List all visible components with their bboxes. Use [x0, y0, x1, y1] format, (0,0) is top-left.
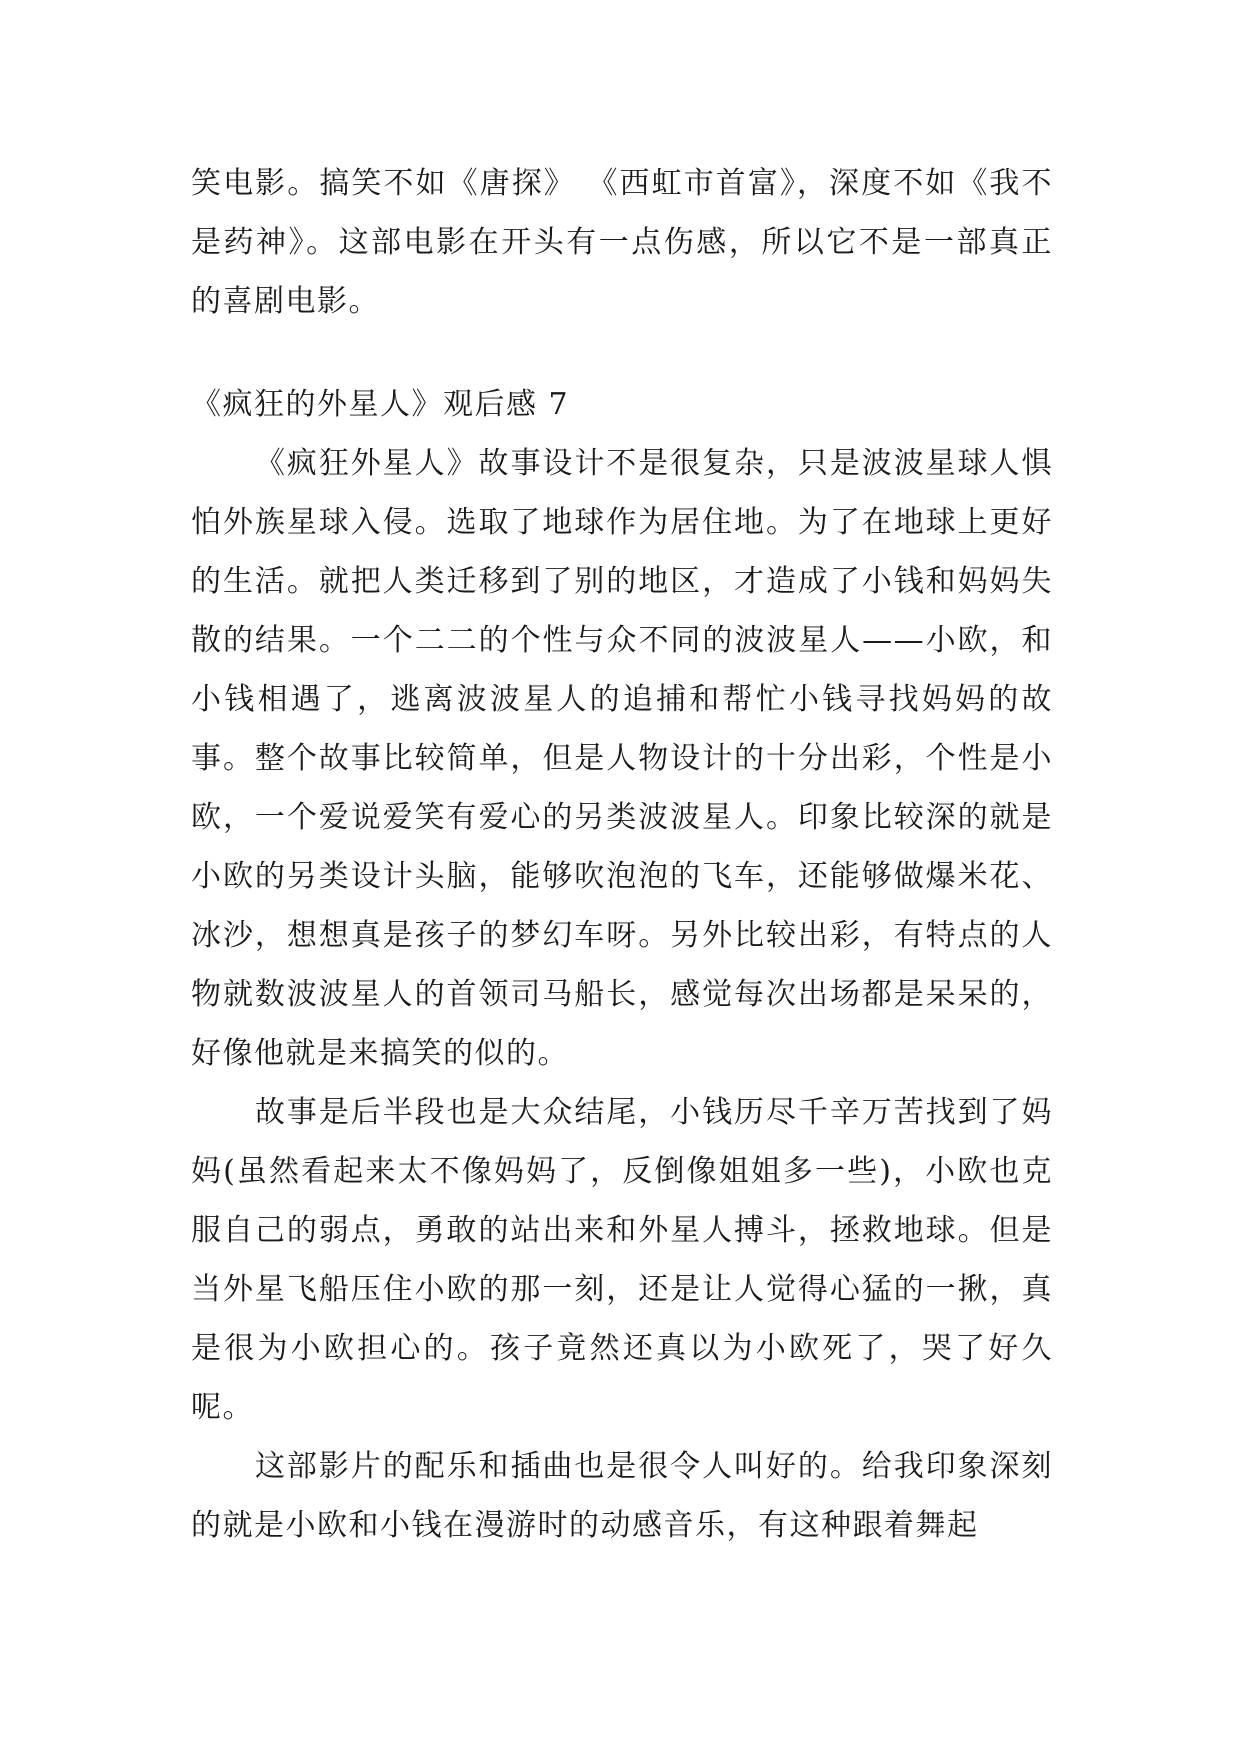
continuation-paragraph: 笑电影。搞笑不如《唐探》 《西虹市首富》，深度不如《我不是药神》。这部电影在开头有一点伤感，所以它不是一部真正的喜剧电影。 [191, 166, 1053, 319]
body-paragraph-2: 故事是后半段也是大众结尾，小钱历尽千辛万苦找到了妈妈(虽然看起来太不像妈妈了，反倒像姐姐多一些)，小欧也克服自己的弱点，勇敢的站出来和外星人搏斗，拯救地球。但是当外星飞船压住小欧的那一刻，还是让人觉得心猛的一揪，真是很为小欧担心的。孩子竟然还真以为小欧死了，哭了好久呢。 [191, 1095, 1053, 1425]
body-paragraph-3: 这部影片的配乐和插曲也是很令人叫好的。给我印象深刻的就是小欧和小钱在漫游时的动感音乐，有这种跟着舞起 [191, 1449, 1053, 1543]
document-body [191, 154, 1053, 1555]
body-paragraph-1: 《疯狂外星人》故事设计不是很复杂，只是波波星球人惧怕外族星球入侵。选取了地球作为居住地。为了在地球上更好的生活。就把人类迁移到了别的地区，才造成了小钱和妈妈失散的结果。一个二二的个性与众不同的波波星人——小欧，和小钱相遇了，逃离波波星人的追捕和帮忙小钱寻找妈妈的故事。整个故事比较简单，但是人物设计的十分出彩，个性是小欧，一个爱说爱笑有爱心的另类波波星人。印象比较深的就是小欧的另类设计头脑，能够吹泡泡的飞车，还能够做爆米花、冰沙，想想真是孩子的梦幻车呀。另外比较出彩，有特点的人物就数波波星人的首领司马船长，感觉每次出场都是呆呆的，好像他就是来搞笑的似的。 [191, 446, 1053, 1071]
section-title: 《疯狂的外星人》观后感 7 [191, 387, 570, 422]
